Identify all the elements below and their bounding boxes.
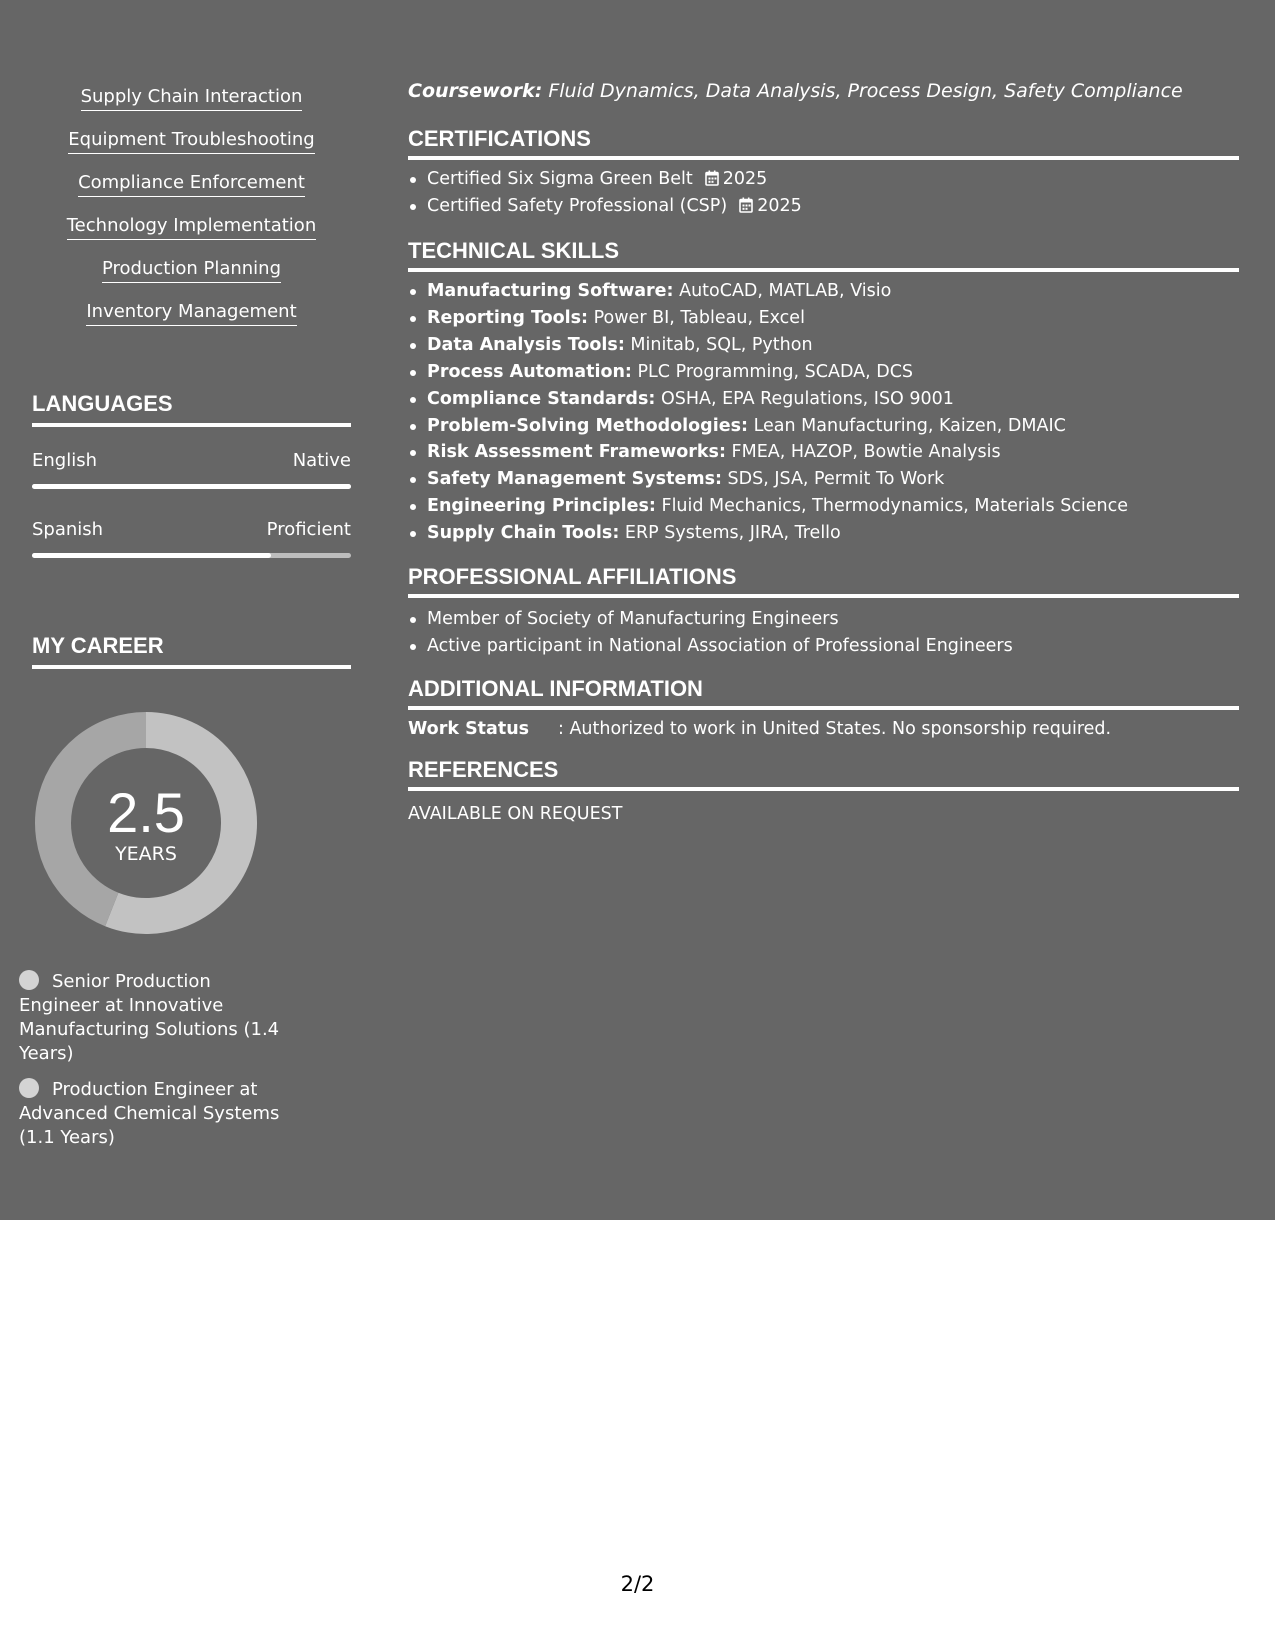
language-row	[32, 450, 351, 489]
certifications-heading: CERTIFICATIONS	[408, 126, 1239, 160]
references-heading: REFERENCES	[408, 757, 1239, 791]
career-donut-chart	[34, 711, 258, 935]
technical-skill-item	[427, 305, 1239, 332]
certification-name: Certified Six Sigma Green Belt	[427, 169, 693, 189]
technical-skill-item	[427, 359, 1239, 386]
technical-skill-label: Problem-Solving Methodologies:	[427, 415, 748, 436]
career-item	[19, 970, 289, 1066]
work-status-label: Work Status	[408, 719, 530, 739]
affiliation-item: Active participant in National Association of Professional Engineers	[427, 633, 1239, 660]
coursework-label: Coursework:	[408, 80, 543, 102]
affiliation-item: Member of Society of Manufacturing Engineers	[427, 606, 1239, 633]
career-dot-icon	[19, 970, 39, 990]
certification-name: Certified Safety Professional (CSP)	[427, 195, 728, 216]
language-level: Native	[292, 450, 351, 471]
technical-skill-value: FMEA, HAZOP, Bowtie Analysis	[725, 442, 1001, 463]
coursework-text: Fluid Dynamics, Data Analysis, Process Design, Safety Compliance	[542, 80, 1183, 102]
work-status-value: : Authorized to work in United States. No sponsorship required.	[558, 719, 1112, 739]
certifications-list	[408, 166, 1239, 220]
calendar-icon	[705, 170, 719, 186]
page-number: 2/2	[620, 1572, 655, 1596]
affiliations-heading: PROFESSIONAL AFFILIATIONS	[408, 564, 1239, 598]
language-row	[32, 519, 351, 558]
certification-item	[427, 193, 1239, 220]
career-item	[19, 1078, 289, 1150]
technical-skill-value: SDS, JSA, Permit To Work	[721, 469, 945, 490]
language-name: Spanish	[32, 519, 104, 540]
technical-skill-value: Power BI, Tableau, Excel	[588, 307, 805, 328]
skill-item: Supply Chain Interaction	[81, 86, 303, 111]
technical-skill-label: Process Automation:	[427, 361, 632, 382]
career-heading: MY CAREER	[32, 633, 351, 669]
language-proficiency-bar	[32, 484, 351, 489]
technical-skill-label: Data Analysis Tools:	[427, 334, 625, 355]
career-total-years: 2.5	[107, 781, 185, 844]
technical-skill-item	[427, 332, 1239, 359]
language-name: English	[32, 450, 97, 471]
career-dot-icon	[19, 1078, 39, 1098]
technical-skill-value: ERP Systems, JIRA, Trello	[619, 523, 841, 544]
technical-skill-value: PLC Programming, SCADA, DCS	[631, 361, 914, 382]
career-list	[19, 970, 289, 1162]
technical-skill-label: Manufacturing Software:	[427, 281, 674, 301]
skill-item: Production Planning	[102, 258, 281, 283]
technical-skill-item	[427, 520, 1239, 547]
certification-year: 2025	[722, 169, 768, 189]
certification-year: 2025	[757, 195, 802, 216]
coursework	[408, 78, 1183, 104]
affiliations-list	[408, 606, 1239, 660]
skill-item: Compliance Enforcement	[78, 172, 305, 197]
skills-list	[32, 86, 351, 344]
language-proficiency-fill	[32, 484, 351, 489]
technical-skill-value: AutoCAD, MATLAB, Visio	[673, 281, 892, 301]
skill-item: Equipment Troubleshooting	[68, 129, 314, 154]
donut-center	[34, 711, 258, 935]
technical-skill-label: Reporting Tools:	[427, 307, 589, 328]
technical-skill-item	[427, 413, 1239, 440]
technical-skill-label: Engineering Principles:	[427, 496, 656, 517]
technical-skill-label: Compliance Standards:	[427, 388, 656, 409]
career-item-text: Senior Production Engineer at Innovative Manufacturing Solutions (1.4 Years)	[19, 971, 280, 1064]
language-level: Proficient	[266, 519, 351, 540]
career-item-text: Production Engineer at Advanced Chemical Systems (1.1 Years)	[19, 1079, 280, 1148]
technical-skill-item	[427, 278, 1239, 305]
calendar-icon	[739, 197, 753, 213]
language-proficiency-bar	[32, 553, 351, 558]
skill-item: Inventory Management	[86, 301, 296, 326]
additional-info-heading: ADDITIONAL INFORMATION	[408, 676, 1239, 710]
technical-skill-label: Supply Chain Tools:	[427, 523, 620, 544]
technical-skills-list	[408, 278, 1239, 547]
technical-skill-value: Lean Manufacturing, Kaizen, DMAIC	[748, 415, 1066, 436]
skill-item: Technology Implementation	[67, 215, 316, 240]
references-text: AVAILABLE ON REQUEST	[408, 804, 623, 824]
technical-skill-value: OSHA, EPA Regulations, ISO 9001	[655, 388, 954, 409]
technical-skill-value: Fluid Mechanics, Thermodynamics, Materials Science	[655, 496, 1129, 517]
work-status-row	[408, 716, 1111, 742]
technical-skill-item	[427, 386, 1239, 413]
technical-skill-item	[427, 493, 1239, 520]
technical-skills-heading: TECHNICAL SKILLS	[408, 238, 1239, 272]
technical-skill-label: Risk Assessment Frameworks:	[427, 442, 726, 463]
technical-skill-value: Minitab, SQL, Python	[624, 334, 813, 355]
technical-skill-item	[427, 439, 1239, 466]
technical-skill-label: Safety Management Systems:	[427, 469, 722, 490]
language-proficiency-fill	[32, 553, 271, 558]
career-total-unit: YEARS	[115, 843, 177, 865]
technical-skill-item	[427, 466, 1239, 493]
certification-item	[427, 166, 1239, 193]
languages-heading: LANGUAGES	[32, 391, 351, 427]
